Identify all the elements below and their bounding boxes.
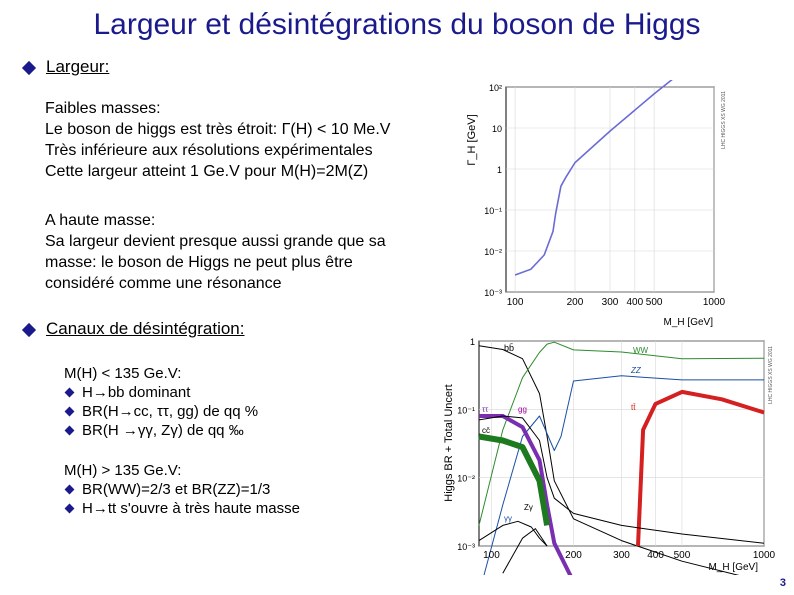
y-tick-label: 1 — [496, 165, 502, 175]
low-mass-line: Cette largeur atteint 1 Ge.V pour M(H)=2M(Z) — [45, 163, 369, 180]
br-plot-ylabel: Higgs BR + Total Uncert — [443, 384, 455, 502]
list-item: BR(H→cc, ττ, gg) de qq % — [64, 402, 258, 421]
x-tick-label: 1000 — [702, 297, 726, 308]
x-tick-label: 100 — [483, 550, 500, 561]
low-mass-line: Très inférieure aux résolutions expérimentales — [45, 142, 373, 159]
x-tick-label: 500 — [645, 297, 663, 308]
width-plot-xlabel: M_H [GeV] — [663, 317, 713, 328]
diamond-bullet-icon — [65, 485, 75, 495]
decay-low-block — [64, 364, 258, 440]
decay-high-title: M(H) > 135 Ge.V: — [64, 462, 182, 479]
low-mass-block — [45, 98, 390, 182]
low-mass-line: Le boson de higgs est très étroit: Γ(H) < 10 Me.V — [45, 121, 391, 138]
decay-low-title: M(H) < 135 Ge.V: — [64, 365, 182, 382]
x-tick-label: 200 — [565, 550, 582, 561]
high-mass-title: A haute masse: — [45, 212, 156, 229]
bullet-decay — [22, 323, 36, 337]
label-tt: tt̄ — [631, 403, 636, 412]
width-heading: Largeur: — [46, 57, 110, 76]
high-mass-line: Sa largeur devient presque aussi grande que sa — [45, 233, 386, 250]
x-tick-label: 400 — [647, 550, 664, 561]
y-tick-label: 10² — [488, 83, 502, 93]
label-gg: gg — [518, 405, 527, 414]
width-plot-yticks — [484, 83, 502, 298]
br-plot-xticks — [483, 550, 775, 561]
br-plot-watermark: LHC HIGGS XS WG 2011 — [768, 346, 774, 404]
x-tick-label: 400 — [626, 297, 644, 308]
width-plot-ylabel: Γ_H [GeV] — [466, 114, 478, 166]
x-tick-label: 500 — [673, 550, 691, 561]
label-zgam: Zγ — [524, 503, 533, 512]
x-tick-label: 1000 — [752, 550, 776, 561]
label-bb: bb̄ — [504, 343, 515, 353]
high-mass-line: considéré comme une résonance — [45, 275, 282, 292]
slide-title: Largeur et désintégrations du boson de Higgs — [93, 8, 701, 41]
br-plot-yticks — [457, 337, 475, 552]
y-tick-label: 1 — [469, 337, 475, 347]
y-tick-label: 10⁻³ — [484, 288, 502, 298]
y-tick-label: 10⁻³ — [457, 542, 475, 552]
x-tick-label: 300 — [613, 550, 630, 561]
x-tick-label: 100 — [506, 297, 524, 308]
br-plot-xlabel: M_H [GeV] — [708, 562, 758, 573]
width-plot-xticks — [507, 297, 726, 308]
diamond-bullet-icon — [65, 504, 75, 514]
label-gamgam: γγ — [504, 514, 512, 523]
x-tick-label: 300 — [601, 297, 619, 308]
label-zz: ZZ — [631, 366, 641, 375]
y-tick-label: 10⁻¹ — [484, 206, 502, 216]
x-tick-label: 200 — [566, 297, 584, 308]
diamond-bullet-icon — [65, 388, 75, 398]
low-mass-title: Faibles masses: — [45, 100, 161, 117]
list-item: BR(H →γγ, Zγ) de qq ‰ — [64, 421, 258, 440]
y-tick-label: 10 — [491, 124, 502, 134]
decay-heading: Canaux de désintégration: — [46, 319, 245, 338]
decay-high-block — [64, 461, 300, 518]
label-tautau: ττ — [482, 405, 489, 414]
width-plot — [455, 80, 745, 330]
y-tick-label: 10⁻² — [457, 473, 475, 484]
diamond-bullet-icon — [65, 426, 75, 436]
y-tick-label: 10⁻¹ — [457, 405, 475, 416]
diamond-bullet-icon — [65, 407, 75, 417]
page-number: 3 — [779, 577, 786, 589]
y-tick-label: 10⁻² — [484, 247, 502, 257]
high-mass-line: masse: le boson de Higgs ne peut plus être — [45, 254, 353, 271]
bullet-width — [22, 61, 36, 75]
list-item: H→tt s'ouvre à très haute masse — [64, 499, 300, 518]
label-ww: WW — [633, 346, 649, 355]
list-item: H→bb dominant — [64, 383, 258, 402]
list-item: BR(WW)=2/3 et BR(ZZ)=1/3 — [64, 480, 300, 499]
label-cc: cc̄ — [482, 426, 490, 435]
width-plot-watermark: LHC HIGGS XS WG 2011 — [721, 91, 727, 149]
br-plot — [440, 335, 780, 575]
high-mass-block — [45, 210, 386, 294]
